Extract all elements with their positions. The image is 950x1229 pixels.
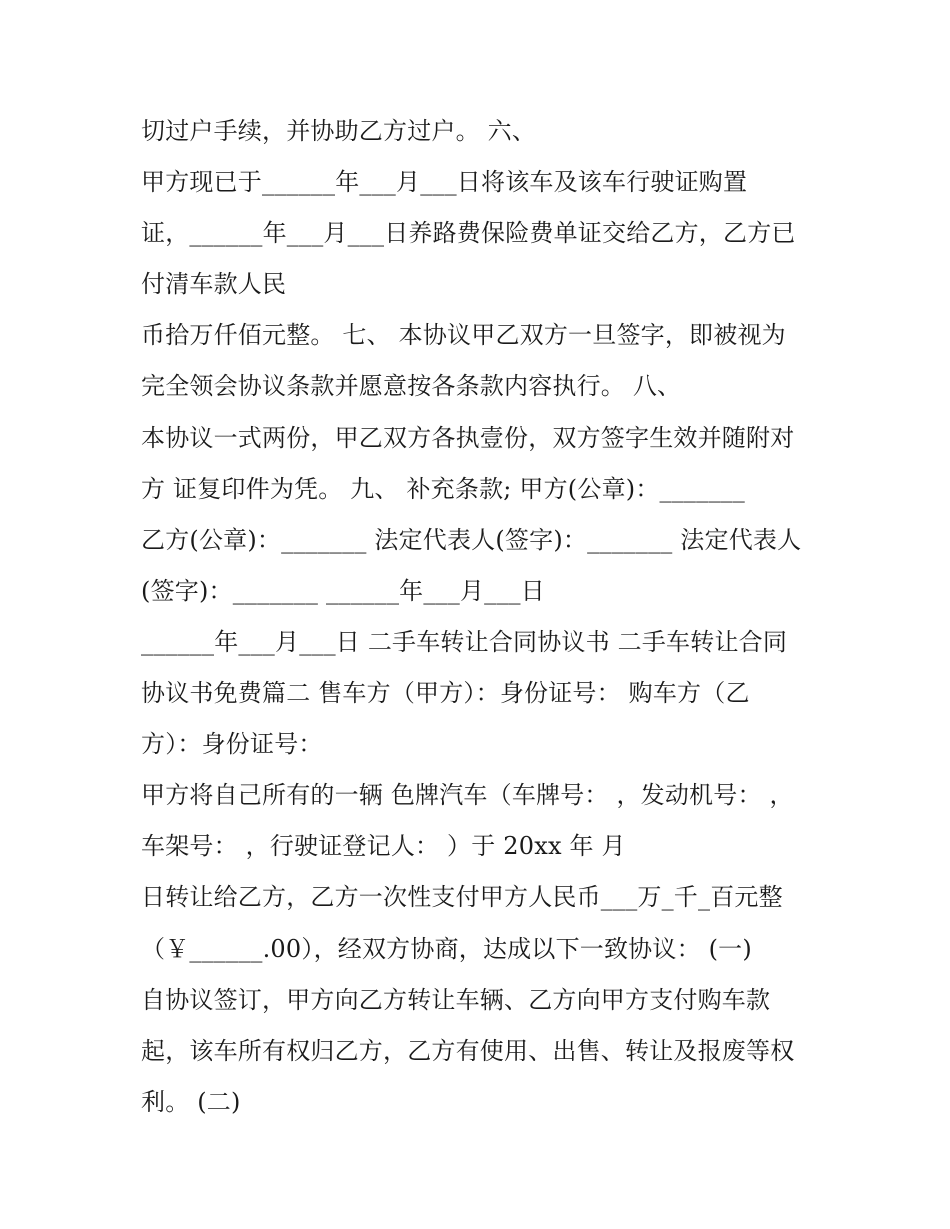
text-line: 自协议签订，甲方向乙方转让车辆、乙方向甲方支付购车款 — [141, 985, 771, 1014]
text-line: 方 证复印件为凭。 九、 补充条款; 甲方(公章)：_______ — [141, 474, 745, 503]
text-line: 证，______年___月___日养路费保险费单证交给乙方，乙方已 — [141, 219, 796, 248]
text-line: 甲方将自己所有的一辆 色牌汽车（车牌号： ，发动机号： ， — [141, 781, 794, 810]
text-line: 币拾万仟佰元整。 七、 本协议甲乙双方一旦签字，即被视为 — [141, 321, 786, 350]
text-line: 利。 (二) — [141, 1087, 241, 1116]
text-line: 方）：身份证号： — [141, 730, 323, 759]
document-body — [141, 106, 831, 1128]
text-line: 完全领会协议条款并愿意按各条款内容执行。 八、 — [141, 372, 682, 401]
text-line: 车架号： ，行驶证登记人： ）于 20xx 年 月 — [141, 832, 626, 861]
text-line: 乙方(公章)：_______ 法定代表人(签字)：_______ 法定代表人 — [141, 525, 802, 554]
text-line: 日转让给乙方，乙方一次性支付甲方人民币___万_千_百元整 — [141, 883, 783, 912]
text-line: （￥______.00），经双方协商，达成以下一致协议： (一) — [141, 934, 752, 963]
text-line: 协议书免费篇二 售车方（甲方）：身份证号： 购车方（乙 — [141, 679, 750, 708]
text-line: ______年___月___日 二手车转让合同协议书 二手车转让合同 — [141, 627, 788, 656]
text-line: 本协议一式两份，甲乙双方各执壹份，双方签字生效并随附对 — [141, 423, 795, 452]
text-line: 切过户手续，并协助乙方过户。 六、 — [141, 117, 537, 145]
text-line: (签字)：_______ ______年___月___日 — [141, 576, 545, 605]
text-line: 起，该车所有权归乙方，乙方有使用、出售、转让及报废等权 — [141, 1036, 795, 1065]
text-line: 付清车款人民 — [141, 270, 287, 299]
text-line: 甲方现已于______年___月___日将该车及该车行驶证购置 — [141, 168, 748, 197]
